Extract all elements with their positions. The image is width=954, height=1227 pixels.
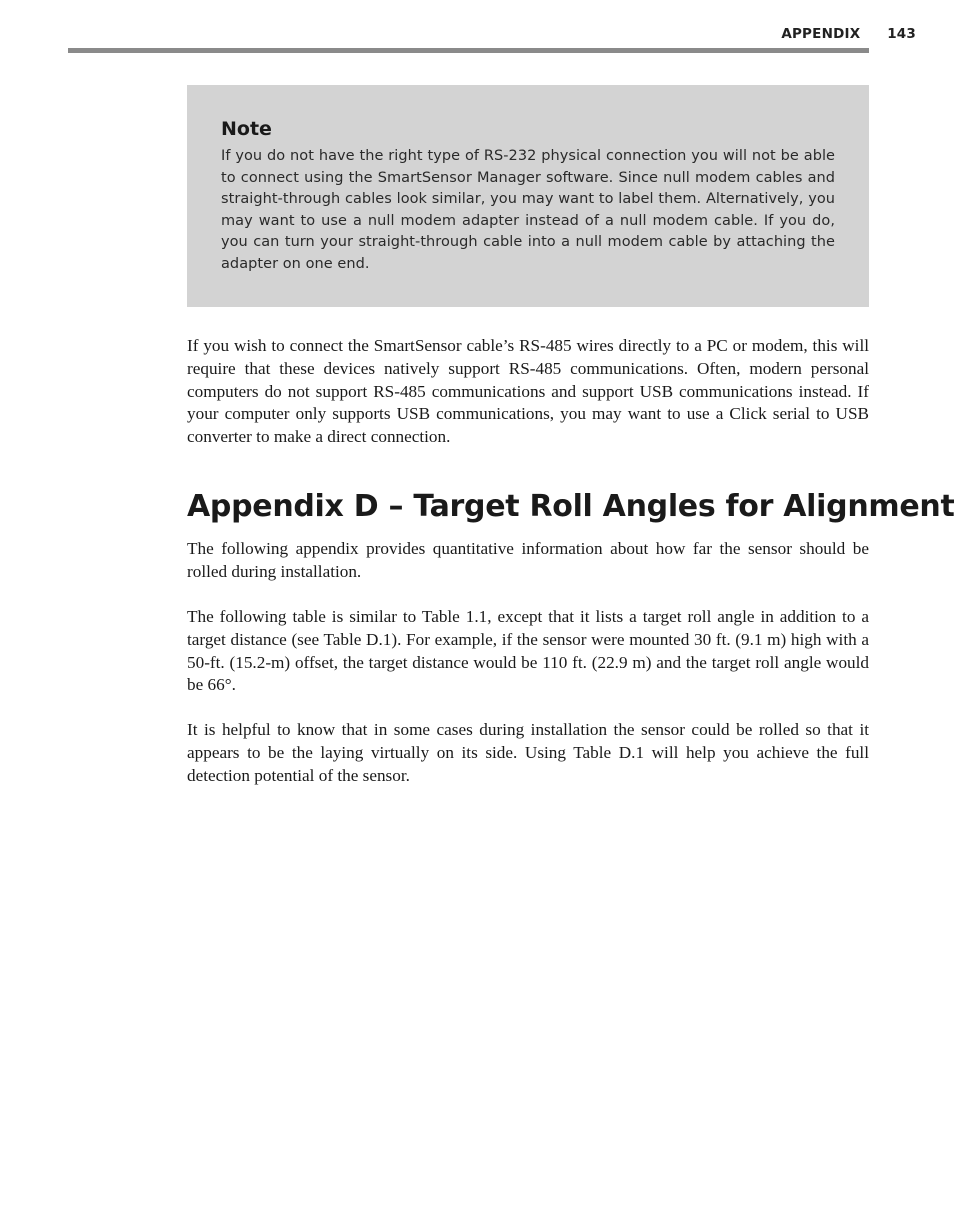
note-body: If you do not have the right type of RS-232 physical connection you will not be able to connect using the SmartSensor Manager software. Since null modem cables and straight-through cables look similar, you may want to label them. Alternatively, you may want to use a null modem adapter instead of a null modem cable. If you do, you can turn your straight-through cable into a null modem cable by attaching the adapter on one end. <box>221 148 835 272</box>
paragraph-intro: The following appendix provides quantitative information about how far the sensor should be rolled during installation. <box>187 539 869 581</box>
note-title: Note <box>221 118 272 140</box>
paragraph-rs485: If you wish to connect the SmartSensor cable’s RS-485 wires directly to a PC or modem, this will require that these devices natively support RS-485 communications. Often, modern personal computers do not support RS-485 communications and support USB communications instead. If your computer only supports USB communications, you may want to use a Click serial to USB converter to make a direct connection. <box>187 336 869 447</box>
page-number: 143 <box>887 26 916 42</box>
paragraph-table-description: The following table is similar to Table 1.1, except that it lists a target roll angle in addition to a target distance (see Table D.1). For example, if the sensor were mounted 30 ft. (9.1 m) high with a 50-ft. (15.2-m) offset, the target distance would be 110 ft. (22.9 m) and the target roll angle would be 66°. <box>187 607 869 695</box>
running-section-title: APPENDIX <box>781 26 861 42</box>
header-rule <box>68 48 869 53</box>
note-box <box>187 85 869 307</box>
section-heading: Appendix D – Target Roll Angles for Alignment <box>187 489 954 524</box>
paragraph-installation-tip: It is helpful to know that in some cases during installation the sensor could be rolled so that it appears to be the laying virtually on its side. Using Table D.1 will help you achieve the full detection potential of the sensor. <box>187 720 869 785</box>
page-header <box>781 26 916 42</box>
